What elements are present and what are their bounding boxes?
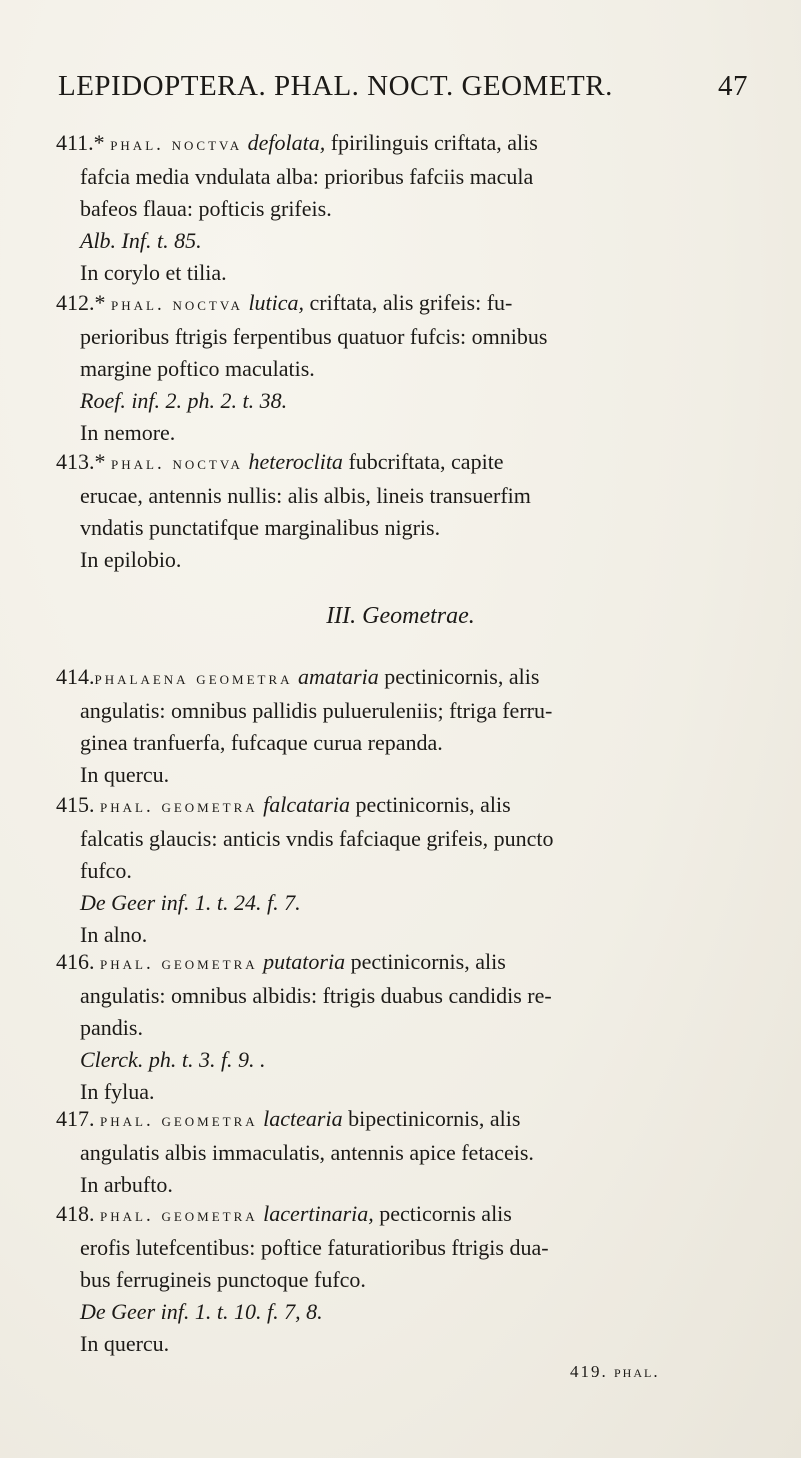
- description-line: pandis.: [80, 1015, 143, 1040]
- reference: De Geer inf. 1. t. 10. f. 7, 8.: [80, 1299, 323, 1324]
- description: pecticornis alis: [379, 1201, 512, 1226]
- description: pectinicornis, alis: [350, 949, 506, 974]
- description-line: angulatis albis immaculatis, antennis apice fetaceis.: [80, 1140, 534, 1165]
- entry-number: 414.: [56, 664, 95, 689]
- description: fubcriftata, capite: [348, 449, 504, 474]
- entry-number: 416.: [56, 949, 95, 974]
- description-line: bafeos flaua: pofticis grifeis.: [80, 196, 332, 221]
- entry-number: 412.*: [56, 290, 106, 315]
- species: lacertinaria,: [263, 1201, 374, 1226]
- description: pectinicornis, alis: [355, 792, 511, 817]
- habitat: In nemore.: [80, 420, 176, 445]
- species: defolata,: [247, 130, 326, 155]
- entry-415: [56, 789, 756, 951]
- description-line: bus ferrugineis punctoque fufco.: [80, 1267, 366, 1292]
- description-line: erucae, antennis nullis: alis albis, lineis transuerfim: [80, 483, 531, 508]
- habitat: In fylua.: [80, 1079, 155, 1104]
- species: amataria: [298, 664, 379, 689]
- section-title: III. Geometrae.: [326, 603, 475, 629]
- reference: De Geer inf. 1. t. 24. f. 7.: [80, 890, 301, 915]
- description-line: angulatis: omnibus pallidis pulueruleniis; ftriga ferru-: [80, 698, 553, 723]
- genus: phal. geometra: [100, 796, 258, 817]
- genus: phalaena geometra: [94, 668, 293, 689]
- description-line: falcatis glaucis: anticis vndis fafciaque grifeis, puncto: [80, 826, 554, 851]
- reference: Roef. inf. 2. ph. 2. t. 38.: [80, 388, 288, 413]
- page-number: 47: [718, 70, 748, 102]
- habitat: In quercu.: [80, 762, 170, 787]
- reference: Alb. Inf. t. 85.: [80, 228, 202, 253]
- description-line: fufco.: [80, 858, 132, 883]
- species: heteroclita: [248, 449, 343, 474]
- description-line: vndatis punctatifque marginalibus nigris.: [80, 515, 441, 540]
- entry-413: [56, 446, 756, 576]
- species: lactearia: [263, 1106, 343, 1131]
- entry-number: 411.*: [56, 130, 105, 155]
- description-line: erofis lutefcentibus: poftice faturatioribus ftrigis dua-: [80, 1235, 549, 1260]
- description: criftata, alis grifeis: fu-: [309, 290, 513, 315]
- catchword: [570, 1360, 660, 1383]
- description-line: margine poftico maculatis.: [80, 356, 315, 381]
- genus: phal. geometra: [100, 1205, 258, 1226]
- habitat: In arbufto.: [80, 1172, 173, 1197]
- genus: phal. noctva: [111, 294, 243, 315]
- species: falcataria: [263, 792, 350, 817]
- entry-number: 415.: [56, 792, 95, 817]
- species: lutica,: [248, 290, 305, 315]
- entry-416: [56, 946, 756, 1108]
- genus: phal. geometra: [100, 953, 258, 974]
- reference: Clerck. ph. t. 3. f. 9. .: [80, 1047, 266, 1072]
- entry-417: [56, 1103, 756, 1201]
- header-title: LEPIDOPTERA. PHAL. NOCT. GEOMETR.: [58, 70, 613, 102]
- description: fpirilinguis criftata, alis: [330, 130, 538, 155]
- entry-412: [56, 287, 756, 449]
- description-line: fafcia media vndulata alba: prioribus fafciis macula: [80, 164, 534, 189]
- habitat: In epilobio.: [80, 547, 182, 572]
- habitat: In alno.: [80, 922, 148, 947]
- catchword-text: 419. phal.: [570, 1362, 660, 1381]
- entry-418: [56, 1198, 756, 1360]
- entry-414: [56, 661, 756, 791]
- running-header: [58, 70, 748, 103]
- description-line: ginea tranfuerfa, fufcaque curua repanda.: [80, 730, 443, 755]
- description: bipectinicornis, alis: [348, 1106, 521, 1131]
- genus: phal. geometra: [100, 1110, 258, 1131]
- species: putatoria: [263, 949, 346, 974]
- entry-number: 418.: [56, 1201, 95, 1226]
- habitat: In corylo et tilia.: [80, 260, 227, 285]
- description: pectinicornis, alis: [384, 664, 540, 689]
- entry-number: 417.: [56, 1106, 95, 1131]
- genus: phal. noctva: [111, 453, 243, 474]
- description-line: perioribus ftrigis ferpentibus quatuor fufcis: omnibus: [80, 324, 548, 349]
- entry-411: [56, 127, 756, 289]
- habitat: In quercu.: [80, 1331, 170, 1356]
- description-line: angulatis: omnibus albidis: ftrigis duabus candidis re-: [80, 983, 552, 1008]
- genus: phal. noctva: [110, 134, 243, 155]
- entry-number: 413.*: [56, 449, 106, 474]
